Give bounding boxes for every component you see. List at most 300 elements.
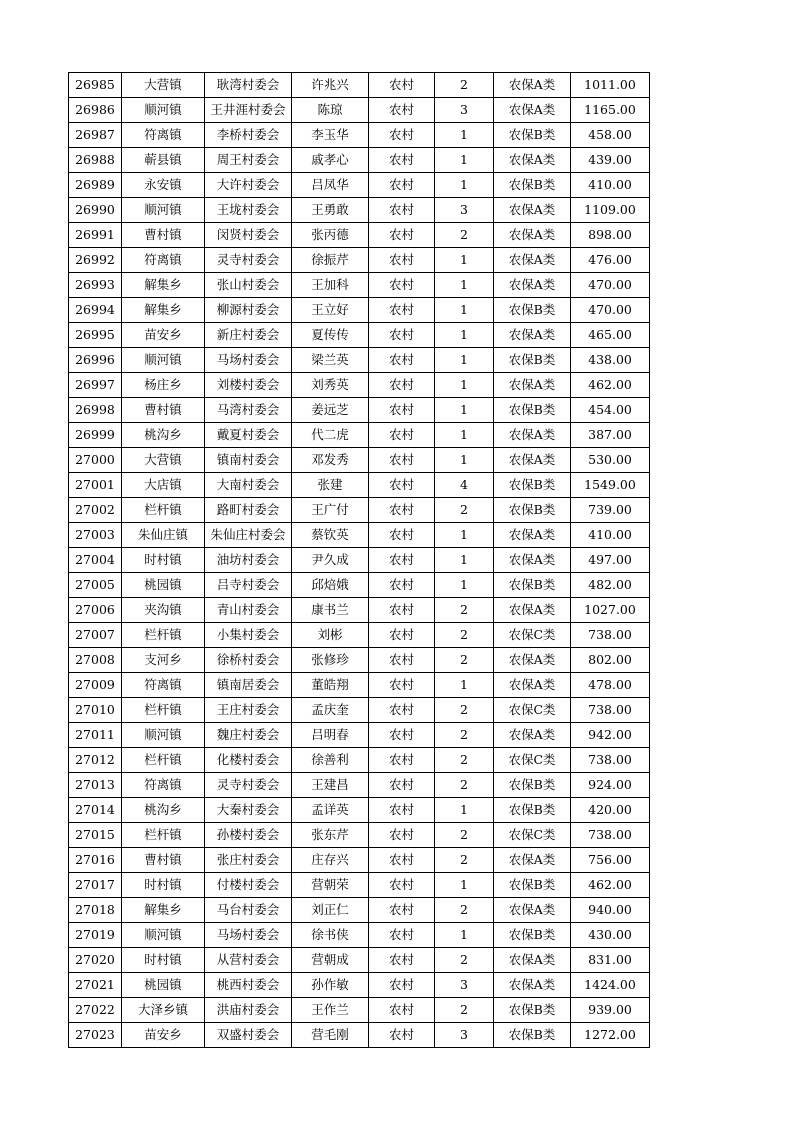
village-committee-cell: 灵寺村委会 [205, 248, 292, 273]
area-type-cell: 农村 [369, 848, 435, 873]
area-type-cell: 农村 [369, 398, 435, 423]
record-id-cell: 27013 [69, 773, 122, 798]
amount-cell: 1272.00 [571, 1023, 650, 1048]
township-cell: 时村镇 [122, 873, 205, 898]
village-committee-cell: 付楼村委会 [205, 873, 292, 898]
township-cell: 符离镇 [122, 248, 205, 273]
village-committee-cell: 周王村委会 [205, 148, 292, 173]
table-row [69, 673, 650, 698]
insurance-category-cell: 农保A类 [494, 448, 571, 473]
person-name-cell: 董皓翔 [292, 673, 369, 698]
table-row [69, 73, 650, 98]
insurance-category-cell: 农保A类 [494, 148, 571, 173]
township-cell: 大泽乡镇 [122, 998, 205, 1023]
amount-cell: 831.00 [571, 948, 650, 973]
insurance-category-cell: 农保A类 [494, 248, 571, 273]
household-count-cell: 2 [435, 898, 494, 923]
area-type-cell: 农村 [369, 823, 435, 848]
village-committee-cell: 柳源村委会 [205, 298, 292, 323]
area-type-cell: 农村 [369, 148, 435, 173]
village-committee-cell: 镇南村委会 [205, 448, 292, 473]
household-count-cell: 1 [435, 673, 494, 698]
area-type-cell: 农村 [369, 698, 435, 723]
household-count-cell: 1 [435, 373, 494, 398]
area-type-cell: 农村 [369, 473, 435, 498]
township-cell: 杨庄乡 [122, 373, 205, 398]
insurance-category-cell: 农保B类 [494, 1023, 571, 1048]
table-row [69, 373, 650, 398]
amount-cell: 739.00 [571, 498, 650, 523]
record-id-cell: 27010 [69, 698, 122, 723]
table-row [69, 273, 650, 298]
amount-cell: 1424.00 [571, 973, 650, 998]
amount-cell: 454.00 [571, 398, 650, 423]
household-count-cell: 1 [435, 923, 494, 948]
village-committee-cell: 马湾村委会 [205, 398, 292, 423]
record-id-cell: 26987 [69, 123, 122, 148]
person-name-cell: 陈琼 [292, 98, 369, 123]
table-row [69, 173, 650, 198]
table-row [69, 548, 650, 573]
person-name-cell: 庄存兴 [292, 848, 369, 873]
amount-cell: 482.00 [571, 573, 650, 598]
amount-cell: 1027.00 [571, 598, 650, 623]
village-committee-cell: 王井涯村委会 [205, 98, 292, 123]
village-committee-cell: 桃西村委会 [205, 973, 292, 998]
township-cell: 苗安乡 [122, 1023, 205, 1048]
household-count-cell: 2 [435, 623, 494, 648]
insurance-category-cell: 农保A类 [494, 648, 571, 673]
amount-cell: 942.00 [571, 723, 650, 748]
record-id-cell: 27009 [69, 673, 122, 698]
village-committee-cell: 青山村委会 [205, 598, 292, 623]
record-id-cell: 26986 [69, 98, 122, 123]
record-id-cell: 27003 [69, 523, 122, 548]
household-count-cell: 2 [435, 748, 494, 773]
person-name-cell: 刘正仁 [292, 898, 369, 923]
township-cell: 符离镇 [122, 673, 205, 698]
insurance-category-cell: 农保C类 [494, 748, 571, 773]
village-committee-cell: 镇南居委会 [205, 673, 292, 698]
area-type-cell: 农村 [369, 173, 435, 198]
household-count-cell: 1 [435, 273, 494, 298]
area-type-cell: 农村 [369, 723, 435, 748]
area-type-cell: 农村 [369, 423, 435, 448]
insurance-category-cell: 农保B类 [494, 473, 571, 498]
insurance-category-cell: 农保B类 [494, 998, 571, 1023]
insurance-category-cell: 农保B类 [494, 173, 571, 198]
record-id-cell: 27000 [69, 448, 122, 473]
person-name-cell: 张丙德 [292, 223, 369, 248]
insurance-category-cell: 农保A类 [494, 848, 571, 873]
record-id-cell: 26993 [69, 273, 122, 298]
insurance-category-cell: 农保A类 [494, 973, 571, 998]
household-count-cell: 1 [435, 423, 494, 448]
area-type-cell: 农村 [369, 123, 435, 148]
township-cell: 桃沟乡 [122, 798, 205, 823]
insurance-category-cell: 农保C类 [494, 698, 571, 723]
person-name-cell: 梁兰英 [292, 348, 369, 373]
village-committee-cell: 大许村委会 [205, 173, 292, 198]
table-row [69, 998, 650, 1023]
table-row [69, 423, 650, 448]
township-cell: 栏杆镇 [122, 498, 205, 523]
person-name-cell: 张建 [292, 473, 369, 498]
area-type-cell: 农村 [369, 773, 435, 798]
township-cell: 时村镇 [122, 948, 205, 973]
table-row [69, 348, 650, 373]
area-type-cell: 农村 [369, 348, 435, 373]
area-type-cell: 农村 [369, 373, 435, 398]
person-name-cell: 戚孝心 [292, 148, 369, 173]
table-row [69, 648, 650, 673]
household-count-cell: 3 [435, 98, 494, 123]
record-id-cell: 27001 [69, 473, 122, 498]
record-id-cell: 27004 [69, 548, 122, 573]
area-type-cell: 农村 [369, 1023, 435, 1048]
person-name-cell: 徐书侠 [292, 923, 369, 948]
record-id-cell: 27022 [69, 998, 122, 1023]
household-count-cell: 2 [435, 723, 494, 748]
area-type-cell: 农村 [369, 673, 435, 698]
record-id-cell: 26997 [69, 373, 122, 398]
amount-cell: 1549.00 [571, 473, 650, 498]
amount-cell: 940.00 [571, 898, 650, 923]
area-type-cell: 农村 [369, 973, 435, 998]
person-name-cell: 张修珍 [292, 648, 369, 673]
township-cell: 顺河镇 [122, 348, 205, 373]
township-cell: 栏杆镇 [122, 623, 205, 648]
amount-cell: 898.00 [571, 223, 650, 248]
area-type-cell: 农村 [369, 748, 435, 773]
table-row [69, 248, 650, 273]
record-id-cell: 27019 [69, 923, 122, 948]
record-id-cell: 27007 [69, 623, 122, 648]
township-cell: 桃园镇 [122, 573, 205, 598]
area-type-cell: 农村 [369, 948, 435, 973]
person-name-cell: 蔡钦英 [292, 523, 369, 548]
person-name-cell: 邱焙娥 [292, 573, 369, 598]
village-committee-cell: 化楼村委会 [205, 748, 292, 773]
record-id-cell: 26994 [69, 298, 122, 323]
township-cell: 桃园镇 [122, 973, 205, 998]
village-committee-cell: 双盛村委会 [205, 1023, 292, 1048]
amount-cell: 410.00 [571, 173, 650, 198]
table-row [69, 598, 650, 623]
amount-cell: 462.00 [571, 873, 650, 898]
record-id-cell: 26999 [69, 423, 122, 448]
insurance-category-cell: 农保B类 [494, 123, 571, 148]
township-cell: 解集乡 [122, 898, 205, 923]
village-committee-cell: 朱仙庄村委会 [205, 523, 292, 548]
household-count-cell: 2 [435, 998, 494, 1023]
table-row [69, 573, 650, 598]
record-id-cell: 27021 [69, 973, 122, 998]
village-committee-cell: 小集村委会 [205, 623, 292, 648]
person-name-cell: 康书兰 [292, 598, 369, 623]
table-row [69, 798, 650, 823]
amount-cell: 1011.00 [571, 73, 650, 98]
household-count-cell: 1 [435, 323, 494, 348]
person-name-cell: 吕凤华 [292, 173, 369, 198]
amount-cell: 802.00 [571, 648, 650, 673]
amount-cell: 1109.00 [571, 198, 650, 223]
person-name-cell: 徐振芹 [292, 248, 369, 273]
township-cell: 符离镇 [122, 773, 205, 798]
table-row [69, 198, 650, 223]
area-type-cell: 农村 [369, 323, 435, 348]
amount-cell: 458.00 [571, 123, 650, 148]
area-type-cell: 农村 [369, 623, 435, 648]
record-id-cell: 27014 [69, 798, 122, 823]
amount-cell: 462.00 [571, 373, 650, 398]
household-count-cell: 1 [435, 148, 494, 173]
record-id-cell: 27016 [69, 848, 122, 873]
amount-cell: 387.00 [571, 423, 650, 448]
amount-cell: 438.00 [571, 348, 650, 373]
township-cell: 栏杆镇 [122, 698, 205, 723]
table-row [69, 898, 650, 923]
township-cell: 曹村镇 [122, 398, 205, 423]
record-id-cell: 27017 [69, 873, 122, 898]
household-count-cell: 2 [435, 823, 494, 848]
township-cell: 桃沟乡 [122, 423, 205, 448]
amount-cell: 924.00 [571, 773, 650, 798]
person-name-cell: 王作兰 [292, 998, 369, 1023]
person-name-cell: 吕明春 [292, 723, 369, 748]
area-type-cell: 农村 [369, 648, 435, 673]
person-name-cell: 张东芹 [292, 823, 369, 848]
village-committee-cell: 王庄村委会 [205, 698, 292, 723]
village-committee-cell: 大秦村委会 [205, 798, 292, 823]
household-count-cell: 1 [435, 448, 494, 473]
person-name-cell: 许兆兴 [292, 73, 369, 98]
table-row [69, 698, 650, 723]
township-cell: 解集乡 [122, 298, 205, 323]
person-name-cell: 刘彬 [292, 623, 369, 648]
village-committee-cell: 戴夏村委会 [205, 423, 292, 448]
household-count-cell: 2 [435, 848, 494, 873]
record-id-cell: 26998 [69, 398, 122, 423]
amount-cell: 478.00 [571, 673, 650, 698]
household-count-cell: 2 [435, 498, 494, 523]
amount-cell: 465.00 [571, 323, 650, 348]
record-id-cell: 26991 [69, 223, 122, 248]
table-row [69, 298, 650, 323]
record-id-cell: 26989 [69, 173, 122, 198]
township-cell: 顺河镇 [122, 923, 205, 948]
area-type-cell: 农村 [369, 598, 435, 623]
amount-cell: 738.00 [571, 748, 650, 773]
record-id-cell: 27011 [69, 723, 122, 748]
table-row [69, 848, 650, 873]
insurance-category-cell: 农保A类 [494, 673, 571, 698]
amount-cell: 738.00 [571, 823, 650, 848]
village-committee-cell: 马场村委会 [205, 923, 292, 948]
insurance-category-cell: 农保A类 [494, 423, 571, 448]
record-id-cell: 27012 [69, 748, 122, 773]
table-row [69, 823, 650, 848]
insurance-category-cell: 农保B类 [494, 398, 571, 423]
person-name-cell: 王立好 [292, 298, 369, 323]
household-count-cell: 1 [435, 173, 494, 198]
amount-cell: 1165.00 [571, 98, 650, 123]
village-committee-cell: 从营村委会 [205, 948, 292, 973]
table-row [69, 773, 650, 798]
record-id-cell: 27006 [69, 598, 122, 623]
record-id-cell: 27008 [69, 648, 122, 673]
amount-cell: 410.00 [571, 523, 650, 548]
village-committee-cell: 王垅村委会 [205, 198, 292, 223]
area-type-cell: 农村 [369, 998, 435, 1023]
record-id-cell: 27002 [69, 498, 122, 523]
amount-cell: 530.00 [571, 448, 650, 473]
record-id-cell: 26996 [69, 348, 122, 373]
village-committee-cell: 新庄村委会 [205, 323, 292, 348]
village-committee-cell: 李桥村委会 [205, 123, 292, 148]
village-committee-cell: 吕寺村委会 [205, 573, 292, 598]
amount-cell: 738.00 [571, 623, 650, 648]
table-row [69, 223, 650, 248]
township-cell: 蕲县镇 [122, 148, 205, 173]
village-committee-cell: 孙楼村委会 [205, 823, 292, 848]
household-count-cell: 2 [435, 948, 494, 973]
village-committee-cell: 张山村委会 [205, 273, 292, 298]
insurance-category-cell: 农保A类 [494, 523, 571, 548]
area-type-cell: 农村 [369, 873, 435, 898]
household-count-cell: 4 [435, 473, 494, 498]
amount-cell: 420.00 [571, 798, 650, 823]
records-table-body [69, 73, 650, 1048]
person-name-cell: 营朝荣 [292, 873, 369, 898]
insurance-category-cell: 农保C类 [494, 823, 571, 848]
area-type-cell: 农村 [369, 548, 435, 573]
village-committee-cell: 耿湾村委会 [205, 73, 292, 98]
township-cell: 朱仙庄镇 [122, 523, 205, 548]
area-type-cell: 农村 [369, 223, 435, 248]
person-name-cell: 营毛刚 [292, 1023, 369, 1048]
amount-cell: 470.00 [571, 273, 650, 298]
household-count-cell: 1 [435, 798, 494, 823]
insurance-category-cell: 农保B类 [494, 298, 571, 323]
township-cell: 苗安乡 [122, 323, 205, 348]
insurance-category-cell: 农保B类 [494, 923, 571, 948]
person-name-cell: 刘秀英 [292, 373, 369, 398]
record-id-cell: 26995 [69, 323, 122, 348]
amount-cell: 439.00 [571, 148, 650, 173]
table-row [69, 748, 650, 773]
household-count-cell: 3 [435, 198, 494, 223]
village-committee-cell: 洪庙村委会 [205, 998, 292, 1023]
table-row [69, 623, 650, 648]
record-id-cell: 27023 [69, 1023, 122, 1048]
household-count-cell: 2 [435, 73, 494, 98]
village-committee-cell: 魏庄村委会 [205, 723, 292, 748]
village-committee-cell: 灵寺村委会 [205, 773, 292, 798]
household-count-cell: 1 [435, 873, 494, 898]
household-count-cell: 3 [435, 973, 494, 998]
insurance-category-cell: 农保A类 [494, 723, 571, 748]
household-count-cell: 1 [435, 398, 494, 423]
person-name-cell: 尹久成 [292, 548, 369, 573]
village-committee-cell: 闵贤村委会 [205, 223, 292, 248]
person-name-cell: 王广付 [292, 498, 369, 523]
insurance-category-cell: 农保A类 [494, 373, 571, 398]
person-name-cell: 徐善利 [292, 748, 369, 773]
area-type-cell: 农村 [369, 573, 435, 598]
record-id-cell: 26985 [69, 73, 122, 98]
person-name-cell: 孟庆奎 [292, 698, 369, 723]
person-name-cell: 王加科 [292, 273, 369, 298]
township-cell: 大店镇 [122, 473, 205, 498]
township-cell: 曹村镇 [122, 848, 205, 873]
person-name-cell: 姜远芝 [292, 398, 369, 423]
insurance-category-cell: 农保A类 [494, 598, 571, 623]
person-name-cell: 营朝成 [292, 948, 369, 973]
person-name-cell: 夏传传 [292, 323, 369, 348]
township-cell: 永安镇 [122, 173, 205, 198]
person-name-cell: 李玉华 [292, 123, 369, 148]
insurance-category-cell: 农保C类 [494, 623, 571, 648]
record-id-cell: 27015 [69, 823, 122, 848]
table-row [69, 723, 650, 748]
household-count-cell: 1 [435, 548, 494, 573]
area-type-cell: 农村 [369, 448, 435, 473]
insurance-category-cell: 农保B类 [494, 873, 571, 898]
person-name-cell: 王勇敢 [292, 198, 369, 223]
insurance-category-cell: 农保B类 [494, 798, 571, 823]
township-cell: 栏杆镇 [122, 823, 205, 848]
household-count-cell: 2 [435, 648, 494, 673]
township-cell: 夹沟镇 [122, 598, 205, 623]
village-committee-cell: 马台村委会 [205, 898, 292, 923]
insurance-category-cell: 农保A类 [494, 198, 571, 223]
household-count-cell: 1 [435, 123, 494, 148]
household-count-cell: 1 [435, 523, 494, 548]
household-count-cell: 3 [435, 1023, 494, 1048]
township-cell: 顺河镇 [122, 723, 205, 748]
village-committee-cell: 张庄村委会 [205, 848, 292, 873]
household-count-cell: 2 [435, 773, 494, 798]
person-name-cell: 代二虎 [292, 423, 369, 448]
amount-cell: 756.00 [571, 848, 650, 873]
record-id-cell: 26990 [69, 198, 122, 223]
table-row [69, 473, 650, 498]
amount-cell: 497.00 [571, 548, 650, 573]
insurance-category-cell: 农保B类 [494, 773, 571, 798]
amount-cell: 430.00 [571, 923, 650, 948]
area-type-cell: 农村 [369, 98, 435, 123]
insurance-category-cell: 农保A类 [494, 223, 571, 248]
insurance-category-cell: 农保A类 [494, 73, 571, 98]
person-name-cell: 孙作敏 [292, 973, 369, 998]
township-cell: 大营镇 [122, 73, 205, 98]
record-id-cell: 27005 [69, 573, 122, 598]
township-cell: 时村镇 [122, 548, 205, 573]
township-cell: 支河乡 [122, 648, 205, 673]
township-cell: 顺河镇 [122, 98, 205, 123]
insurance-category-cell: 农保A类 [494, 273, 571, 298]
insurance-category-cell: 农保A类 [494, 98, 571, 123]
amount-cell: 738.00 [571, 698, 650, 723]
table-row [69, 448, 650, 473]
household-count-cell: 1 [435, 248, 494, 273]
village-committee-cell: 油坊村委会 [205, 548, 292, 573]
insurance-category-cell: 农保A类 [494, 323, 571, 348]
table-row [69, 323, 650, 348]
table-row [69, 398, 650, 423]
insurance-category-cell: 农保B类 [494, 573, 571, 598]
